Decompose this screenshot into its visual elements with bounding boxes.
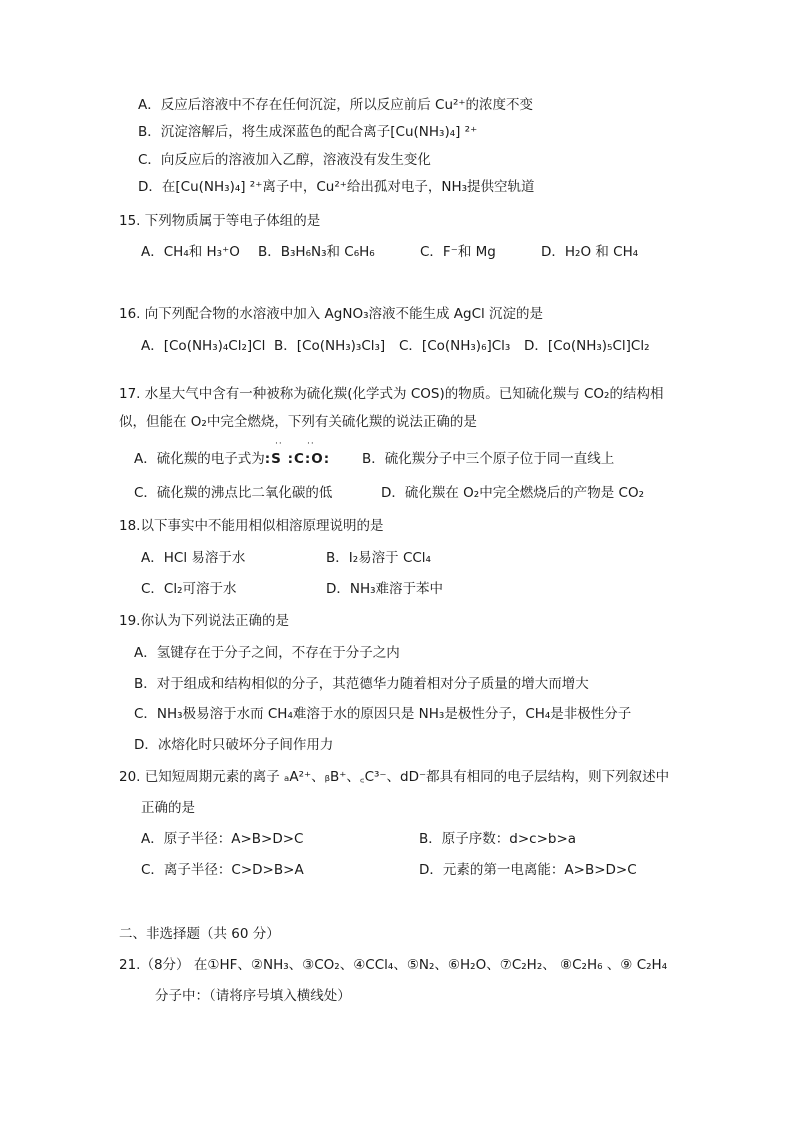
q16-option-a: A．[Co(NH₃)₄Cl₂]Cl: [141, 338, 266, 354]
q20-option-c: C．离子半径：C>D>B>A: [141, 862, 304, 878]
q18-stem: 18.以下事实中不能用相似相溶原理说明的是: [119, 518, 384, 534]
q16-stem: 16. 向下列配合物的水溶液中加入 AgNO₃溶液不能生成 AgCl 沉淀的是: [119, 306, 544, 322]
q17-stem-line1: 17. 水星大气中含有一种被称为硫化羰(化学式为 COS)的物质。已知硫化羰与 CO₂的结构相: [119, 386, 664, 402]
q16-option-b: B．[Co(NH₃)₃Cl₃]: [274, 338, 386, 354]
q20-stem-line2: 正确的是: [141, 800, 195, 816]
q16-option-d: D．[Co(NH₃)₅Cl]Cl₂: [524, 338, 650, 354]
q20-option-b: B．原子序数：d>c>b>a: [419, 831, 577, 847]
q14-option-a: A．反应后溶液中不存在任何沉淀，所以反应前后 Cu²⁺的浓度不变: [138, 97, 534, 113]
q15-stem: 15. 下列物质属于等电子体组的是: [119, 213, 321, 229]
q20-option-d: D．元素的第一电离能：A>B>D>C: [419, 862, 637, 878]
electron-formula: :S :C:O:: [264, 451, 331, 467]
q18-option-b: B．I₂易溶于 CCl₄: [326, 550, 431, 566]
q14-option-c: C．向反应后的溶液加入乙醇，溶液没有发生变化: [138, 152, 431, 168]
q14-option-d: D．在[Cu(NH₃)₄] ²⁺离子中，Cu²⁺给出孤对电子，NH₃提供空轨道: [138, 179, 535, 195]
q19-option-a: A．氢键存在于分子之间，不存在于分子之内: [134, 645, 400, 661]
q19-option-b: B．对于组成和结构相似的分子，其范德华力随着相对分子质量的增大而增大: [134, 676, 589, 692]
q14-option-b: B．沉淀溶解后，将生成深蓝色的配合离子[Cu(NH₃)₄] ²⁺: [138, 124, 478, 140]
q19-option-d: D．冰熔化时只破坏分子间作用力: [134, 737, 334, 753]
q20-option-a: A．原子半径：A>B>D>C: [141, 831, 304, 847]
lone-pair-dots-o: ··: [307, 439, 315, 449]
q17-option-c: C．硫化羰的沸点比二氧化碳的低: [134, 485, 333, 501]
q19-option-c: C．NH₃极易溶于水而 CH₄难溶于水的原因只是 NH₃是极性分子，CH₄是非极性分子: [134, 706, 632, 722]
q20-stem-line1: 20. 已知短周期元素的离子 ₐA²⁺、ᵦB⁺、꜀C³⁻、dD⁻都具有相同的电子层结构，则下列叙述中: [119, 769, 670, 785]
q17-option-b: B．硫化羰分子中三个原子位于同一直线上: [362, 451, 615, 467]
q18-option-d: D．NH₃难溶于苯中: [326, 581, 444, 597]
q17-option-a: [134, 449, 330, 469]
lone-pair-dots-s: ··: [275, 439, 283, 449]
q18-option-a: A．HCl 易溶于水: [141, 550, 246, 566]
section-2-title: 二、非选择题（共 60 分）: [119, 926, 280, 942]
q18-option-c: C．Cl₂可溶于水: [141, 581, 237, 597]
q15-option-c: C．F⁻和 Mg: [420, 244, 496, 260]
q17-stem-line2: 似，但能在 O₂中完全燃烧，下列有关硫化羰的说法正确的是: [119, 414, 477, 430]
q15-option-b: B．B₃H₆N₃和 C₆H₆: [258, 244, 375, 260]
q17-option-d: D．硫化羰在 O₂中完全燃烧后的产物是 CO₂: [381, 485, 644, 501]
q15-option-a: A．CH₄和 H₃⁺O: [141, 244, 240, 260]
q15-option-d: D．H₂O 和 CH₄: [541, 244, 639, 260]
q21-stem-line2: 分子中：（请将序号填入横线处）: [155, 988, 351, 1004]
q16-option-c: C．[Co(NH₃)₆]Cl₃: [399, 338, 511, 354]
q17-option-a-label: A．硫化羰的电子式为: [134, 451, 265, 467]
q19-stem: 19.你认为下列说法正确的是: [119, 613, 289, 629]
q21-stem-line1: 21.（8分） 在①HF、②NH₃、③CO₂、④CCl₄、⑤N₂、⑥H₂O、⑦C₂H₂、 ⑧C₂H₆ 、⑨ C₂H₄: [119, 957, 668, 973]
